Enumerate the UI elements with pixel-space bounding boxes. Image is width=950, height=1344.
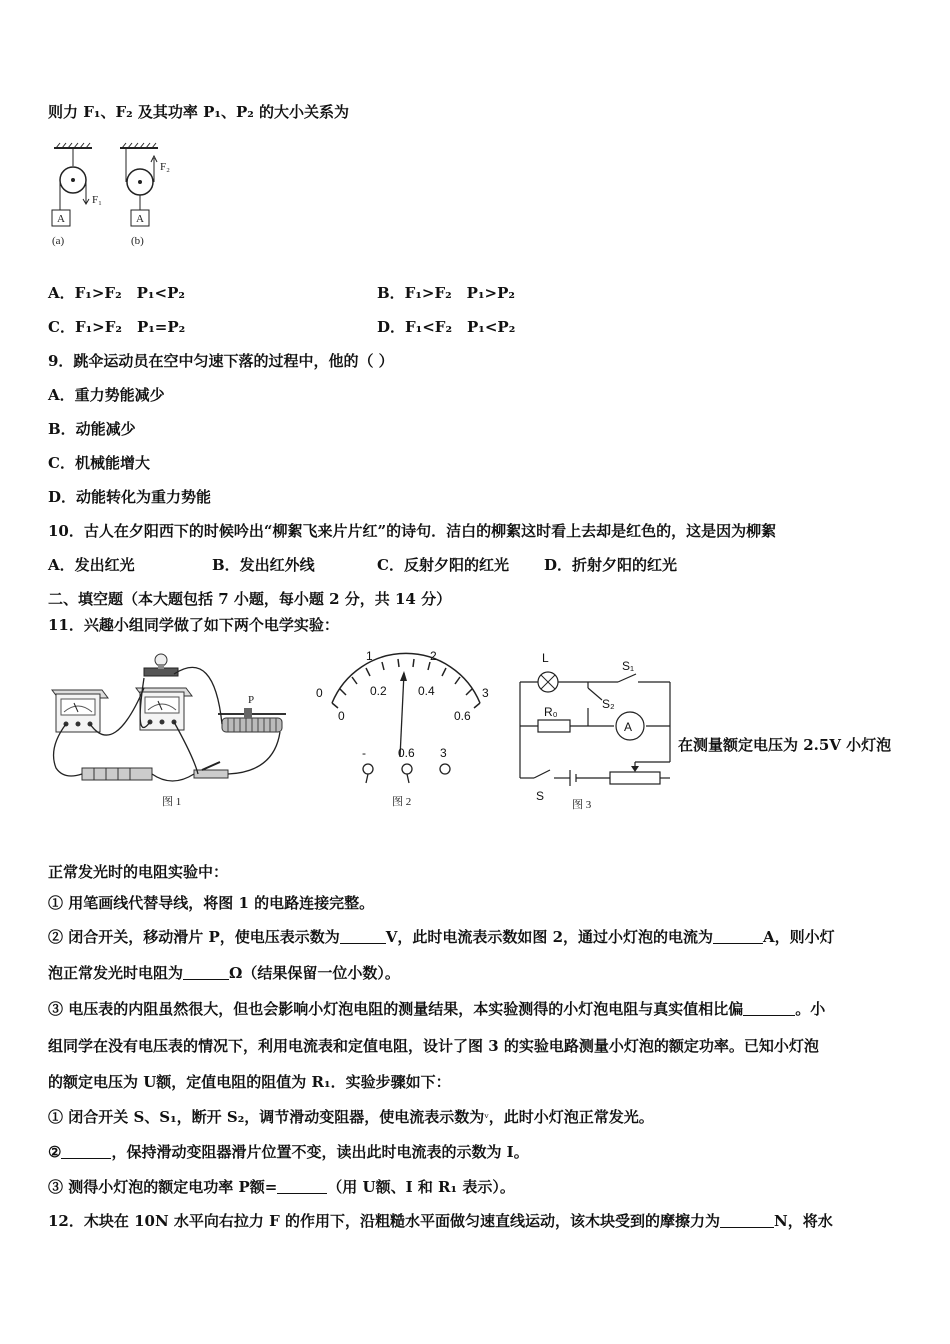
q11-line-g: 的额定电压为 U额，定值电阻的阻值为 R₁．实验步骤如下：	[48, 1073, 451, 1091]
q8-stem: 则力 F₁、F₂ 及其功率 P₁、P₂ 的大小关系为	[48, 103, 350, 121]
q11-line-h	[48, 1107, 654, 1128]
fig2-caption: 图 2	[392, 796, 412, 808]
switch-physical-icon	[194, 762, 228, 778]
terminal-label-minus: -	[362, 746, 366, 760]
q11-line-i1: ②	[48, 1143, 62, 1161]
voltage-blank[interactable]	[340, 929, 386, 944]
q10-option-b: B．发出红外线	[212, 556, 315, 574]
q9-option-a: A．重力势能减少	[48, 386, 165, 404]
switch2-label: S₂	[602, 697, 615, 711]
q11-line-c1: ② 闭合开关，移动滑片 P，使电压表示数为	[48, 928, 340, 946]
force-label-1: F₁	[92, 194, 102, 206]
q11-line-e	[48, 999, 825, 1019]
q8-pulley-figure	[40, 140, 190, 252]
terminal-label-06: 0.6	[398, 746, 415, 760]
q10-option-c: C．反射夕阳的红光	[377, 556, 509, 574]
q11-fig2-dial	[312, 645, 502, 815]
section2-title: 二、填空题（本大题包括 7 小题，每小题 2 分，共 14 分）	[48, 590, 452, 608]
rheostat-icon	[218, 708, 286, 732]
resistance-blank[interactable]	[183, 965, 229, 980]
dial-inner-tick-1: 0.2	[370, 684, 387, 698]
q11-line-c	[48, 927, 835, 947]
q12-line2: N，将水	[774, 1212, 833, 1230]
main-switch-label: S	[536, 789, 545, 803]
dial-inner-tick-2: 0.4	[418, 684, 435, 698]
q11-line-a: 正常发光时的电阻实验中：	[48, 863, 229, 881]
q8-option-c: C．F₁>F₂ P₁=P₂	[48, 318, 186, 336]
q11-line-h2: ，此时小灯泡正常发光。	[488, 1108, 654, 1126]
terminal-label-3: 3	[440, 746, 447, 760]
slider-label: P	[248, 694, 255, 706]
lamp-holder-icon	[144, 654, 178, 676]
fig3-caption: 图 3	[572, 799, 592, 811]
q10-option-d: D．折射夕阳的红光	[544, 556, 678, 574]
q11-line-c2: V，此时电流表示数如图 2，通过小灯泡的电流为	[385, 928, 714, 946]
q11-line-d2: Ω（结果保留一位小数）。	[229, 964, 400, 982]
dial-top-tick-3: 3	[482, 686, 489, 700]
dial-top-tick-0: 0	[316, 686, 323, 700]
q11-line-j1: ③ 测得小灯泡的额定电功率 P额=	[48, 1178, 278, 1196]
q11-line-i2: ，保持滑动变阻器滑片位置不变，读出此时电流表的示数为 I。	[111, 1143, 529, 1161]
terminal-posts-icon	[363, 764, 450, 783]
q9-stem: 9．跳伞运动员在空中匀速下落的过程中，他的（ ）	[48, 352, 394, 370]
q11-line-d	[48, 963, 400, 983]
q11-stem: 11．兴趣小组同学做了如下两个电学实验：	[48, 616, 339, 634]
resistor-label: R₀	[544, 705, 558, 719]
caption-a: (a)	[52, 235, 65, 247]
q10-option-a: A．发出红光	[48, 556, 135, 574]
dial-inner-tick-0: 0	[338, 709, 345, 723]
q9-option-b: B．动能减少	[48, 420, 136, 438]
caption-b: (b)	[131, 235, 144, 247]
q11-line-j2: （用 U额、I 和 R₁ 表示）。	[327, 1178, 515, 1196]
formula-placeholder-icon: ᵛ	[484, 1111, 489, 1125]
ammeter-physical-icon	[136, 688, 192, 730]
q11-side-text: 在测量额定电压为 2.5V 小灯泡	[678, 736, 892, 754]
lamp-label: L	[542, 651, 549, 665]
q11-line-c3: A，则小灯	[763, 928, 835, 946]
dial-top-tick-2: 2	[430, 649, 437, 663]
step2-blank[interactable]	[61, 1144, 111, 1159]
block-b-label: A	[136, 213, 144, 225]
fig1-caption: 图 1	[162, 796, 182, 808]
q9-option-d: D．动能转化为重力势能	[48, 488, 212, 506]
force-label-2: F₂	[160, 161, 170, 173]
switch1-label: S₁	[622, 659, 635, 673]
q8-option-a: A．F₁>F₂ P₁<P₂	[48, 284, 185, 302]
q11-line-e1: ③ 电压表的内阻虽然很大，但也会影响小灯泡电阻的测量结果，本实验测得的小灯泡电阻与真实值相比偏	[48, 1000, 744, 1018]
dial-top-tick-1: 1	[366, 649, 373, 663]
q11-fig1-circuit	[44, 648, 304, 813]
voltmeter-icon	[52, 690, 108, 732]
power-blank[interactable]	[277, 1179, 327, 1194]
q12-line1: 12．木块在 10N 水平向右拉力 F 的作用下，沿粗糙水平面做匀速直线运动，该木块受到的摩擦力为	[48, 1212, 721, 1230]
lamp-symbol-icon	[538, 672, 558, 692]
bias-blank[interactable]	[743, 1001, 795, 1016]
q11-fig3-schematic	[510, 650, 685, 815]
q11-line-f: 组同学在没有电压表的情况下，利用电流表和定值电阻，设计了图 3 的实验电路测量小灯泡的额定功率。已知小灯泡	[48, 1037, 819, 1055]
q8-option-d: D．F₁<F₂ P₁<P₂	[377, 318, 516, 336]
q9-option-c: C．机械能增大	[48, 454, 150, 472]
q11-line-e2: 。小	[795, 1000, 826, 1018]
q11-line-d1: 泡正常发光时电阻为	[48, 964, 184, 982]
dial-inner-tick-3: 0.6	[454, 709, 471, 723]
block-a-label: A	[57, 213, 65, 225]
ammeter-symbol-label: A	[624, 720, 633, 734]
q8-option-b: B．F₁>F₂ P₁>P₂	[377, 284, 515, 302]
q11-line-i	[48, 1142, 529, 1162]
q11-line-h1: ① 闭合开关 S、S₁，断开 S₂，调节滑动变阻器，使电流表示数为	[48, 1108, 485, 1126]
q12-line	[48, 1211, 833, 1231]
q11-line-b: ① 用笔画线代替导线，将图 1 的电路连接完整。	[48, 894, 375, 912]
q10-stem: 10．古人在夕阳西下的时候吟出“柳絮飞来片片红”的诗句．洁白的柳絮这时看上去却是红色的，这是因为柳絮	[48, 522, 777, 540]
battery-box-icon	[82, 768, 152, 780]
friction-blank[interactable]	[720, 1213, 774, 1228]
q11-line-j	[48, 1177, 515, 1197]
current-blank[interactable]	[713, 929, 763, 944]
